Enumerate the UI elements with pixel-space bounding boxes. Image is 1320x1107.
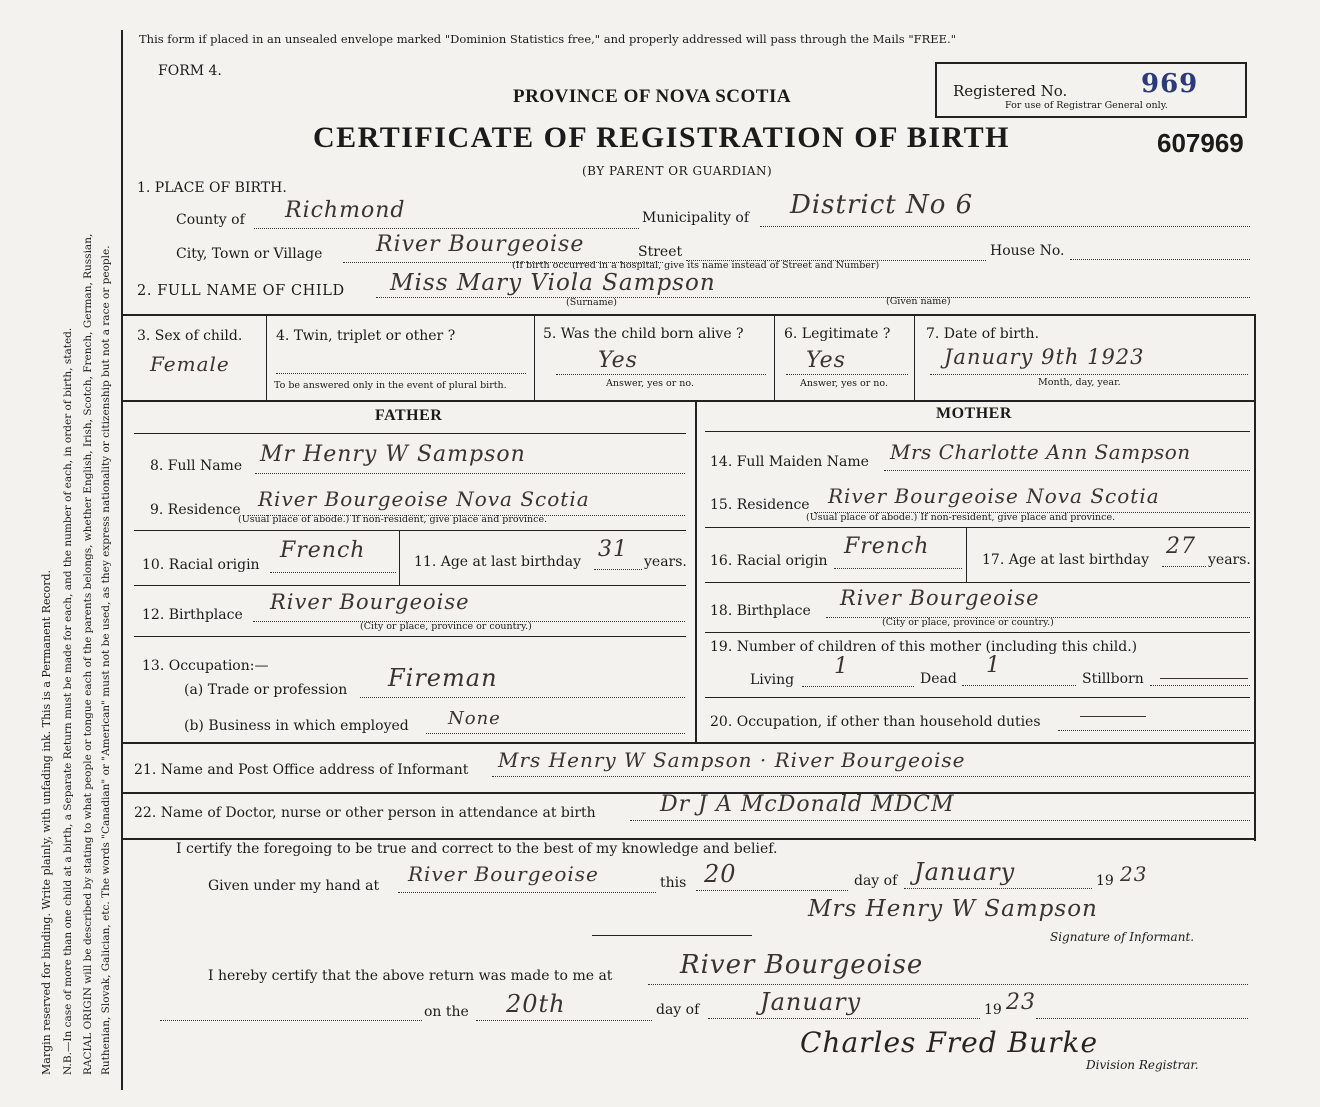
municipality-value: District No 6 — [790, 190, 974, 220]
legitimate-value: Yes — [806, 348, 846, 373]
on-year-prefix: 19 — [984, 1002, 1002, 1018]
margin-note-plural-birth: N.B.—In case of more than one child at a birth, a Separate Return must be made for each, and the number of each, in order of birth, stated. — [62, 327, 74, 1075]
mother-age-years: years. — [1208, 552, 1251, 568]
mother-occupation-label: 20. Occupation, if other than household duties — [710, 714, 1041, 730]
municipality-label: Municipality of — [642, 210, 750, 226]
sex-value: Female — [150, 352, 230, 376]
mother-age-value: 27 — [1166, 534, 1196, 559]
given-day: 20 — [704, 860, 737, 888]
father-trade-label: (a) Trade or profession — [184, 682, 348, 698]
mother-race-value: French — [844, 534, 930, 559]
doctor-value: Dr J A McDonald MDCM — [660, 792, 955, 817]
twin-note: To be answered only in the event of plural birth. — [274, 380, 507, 391]
county-label: County of — [176, 212, 245, 228]
father-race-value: French — [280, 538, 366, 563]
mother-name-value: Mrs Charlotte Ann Sampson — [890, 440, 1191, 464]
mother-age-label: 17. Age at last birthday — [982, 552, 1150, 568]
house-label: House No. — [990, 243, 1065, 259]
margin-note-racial-origin-2: Ruthenian, Slovak, Galician, etc. The words "Canadian" or "American" must not be used, as they express nationality or citizenship but not a race or people. — [100, 245, 112, 1075]
father-business-value: None — [448, 708, 501, 729]
dob-note: Month, day, year. — [1038, 377, 1121, 388]
father-residence-label: 9. Residence — [150, 502, 241, 518]
father-name-value: Mr Henry W Sampson — [260, 442, 526, 467]
mail-notice: This form if placed in an unsealed envelope marked "Dominion Statistics free," and properly addressed will pass through the Mails "FREE." — [139, 32, 956, 46]
dob-value: January 9th 1923 — [944, 345, 1145, 369]
living-value: 1 — [834, 654, 849, 679]
registered-label: Registered No. — [953, 82, 1068, 100]
father-occupation-label: 13. Occupation:— — [142, 658, 269, 674]
legitimate-label: 6. Legitimate ? — [784, 326, 891, 342]
surname-note: (Surname) — [566, 297, 617, 308]
dead-label: Dead — [920, 671, 957, 687]
father-age-value: 31 — [598, 537, 628, 562]
father-residence-value: River Bourgeoise Nova Scotia — [258, 487, 590, 511]
informant-value: Mrs Henry W Sampson · River Bourgeoise — [498, 748, 966, 772]
on-day: 20th — [506, 990, 566, 1018]
registered-box — [935, 62, 1247, 118]
given-name-note: (Given name) — [886, 296, 951, 307]
informant-signature: Mrs Henry W Sampson — [808, 896, 1098, 922]
dead-value: 1 — [986, 653, 1001, 678]
on-dayof-label: day of — [656, 1002, 700, 1018]
alive-note: Answer, yes or no. — [606, 378, 695, 389]
dob-label: 7. Date of birth. — [926, 326, 1040, 342]
informant-signature-caption: Signature of Informant. — [1050, 930, 1195, 944]
child-name-label: 2. FULL NAME OF CHILD — [137, 283, 345, 299]
given-year: 23 — [1120, 862, 1148, 886]
county-value: Richmond — [285, 198, 406, 223]
given-year-prefix: 19 — [1096, 873, 1114, 889]
street-label: Street — [638, 244, 683, 260]
alive-label: 5. Was the child born alive ? — [543, 326, 744, 342]
mother-birthplace-value: River Bourgeoise — [840, 586, 1040, 610]
city-value: River Bourgeoise — [376, 232, 585, 257]
mother-residence-label: 15. Residence — [710, 497, 810, 513]
twin-label: 4. Twin, triplet or other ? — [276, 328, 456, 344]
living-label: Living — [750, 672, 795, 688]
return-label: I hereby certify that the above return was made to me at — [208, 968, 613, 984]
registrar-signature: Charles Fred Burke — [800, 1026, 1099, 1059]
father-heading: FATHER — [375, 407, 443, 424]
father-trade-value: Fireman — [388, 664, 498, 692]
given-dayof-label: day of — [854, 873, 898, 889]
mother-heading: MOTHER — [936, 405, 1012, 422]
mother-birthplace-note: (City or place, province or country.) — [882, 617, 1054, 628]
mother-birthplace-label: 18. Birthplace — [710, 603, 811, 619]
father-birthplace-label: 12. Birthplace — [142, 607, 243, 623]
on-year: 23 — [1006, 990, 1036, 1015]
certificate-title: CERTIFICATE OF REGISTRATION OF BIRTH — [313, 121, 1010, 154]
alive-value: Yes — [598, 348, 638, 373]
father-birthplace-value: River Bourgeoise — [270, 590, 470, 614]
child-name-value: Miss Mary Viola Sampson — [390, 270, 716, 296]
province-heading: PROVINCE OF NOVA SCOTIA — [513, 86, 792, 107]
mother-residence-value: River Bourgeoise Nova Scotia — [828, 484, 1160, 508]
father-age-years: years. — [644, 554, 687, 570]
return-place: River Bourgeoise — [680, 950, 924, 980]
form-number: FORM 4. — [158, 63, 222, 79]
on-month: January — [760, 988, 862, 1016]
stillborn-label: Stillborn — [1082, 671, 1144, 687]
sex-label: 3. Sex of child. — [137, 328, 243, 344]
father-birthplace-note: (City or place, province or country.) — [360, 621, 532, 632]
father-business-label: (b) Business in which employed — [184, 718, 409, 734]
mother-race-label: 16. Racial origin — [710, 553, 828, 569]
margin-note-racial-origin-1: RACIAL ORIGIN will be described by stating to what people or tongue each of the parents belongs, whether English, Irish, Scotch, French, German, Russian, — [82, 233, 94, 1075]
father-race-label: 10. Racial origin — [142, 557, 260, 573]
certify-statement: I certify the foregoing to be true and correct to the best of my knowledge and belief. — [176, 841, 778, 857]
father-age-label: 11. Age at last birthday — [414, 554, 582, 570]
serial-number: 607969 — [1157, 128, 1244, 158]
doctor-label: 22. Name of Doctor, nurse or other person in attendance at birth — [134, 805, 596, 821]
registered-number: 969 — [1141, 69, 1199, 99]
registrar-note: For use of Registrar General only. — [1005, 100, 1168, 111]
informant-label: 21. Name and Post Office address of Informant — [134, 762, 469, 778]
mother-children-label: 19. Number of children of this mother (including this child.) — [710, 639, 1138, 655]
place-heading: 1. PLACE OF BIRTH. — [137, 180, 287, 196]
mother-residence-note: (Usual place of abode.) If non-resident, give place and province. — [806, 512, 1116, 523]
mother-name-label: 14. Full Maiden Name — [710, 454, 869, 470]
given-month: January — [914, 858, 1016, 886]
given-this-label: this — [660, 875, 687, 891]
margin-rule — [121, 30, 123, 1090]
registrar-caption: Division Registrar. — [1086, 1058, 1199, 1072]
on-the-label: on the — [424, 1004, 469, 1020]
legitimate-note: Answer, yes or no. — [800, 378, 889, 389]
hospital-note: (If birth occurred in a hospital, give its name instead of Street and Number) — [512, 260, 880, 271]
given-label: Given under my hand at — [208, 878, 380, 894]
father-name-label: 8. Full Name — [150, 458, 243, 474]
given-place: River Bourgeoise — [408, 862, 599, 886]
city-label: City, Town or Village — [176, 246, 323, 262]
margin-note-binding: Margin reserved for binding. Write plainly, with unfading ink. This is a Permanent Record. — [40, 569, 53, 1075]
certificate-subtitle: (BY PARENT OR GUARDIAN) — [582, 164, 773, 178]
father-residence-note: (Usual place of abode.) If non-resident, give place and province. — [238, 514, 548, 525]
